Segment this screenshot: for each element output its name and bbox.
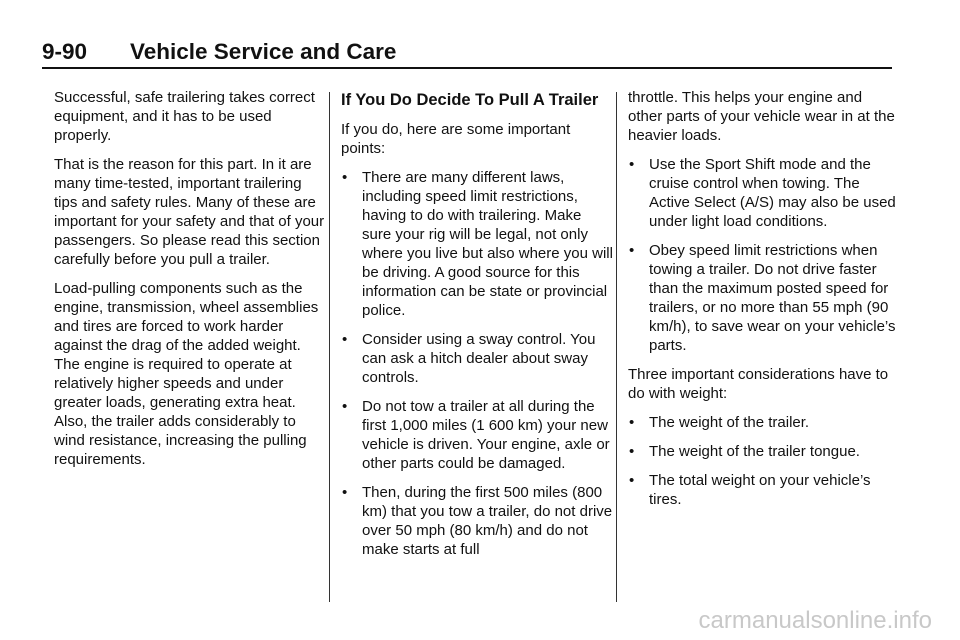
section-heading: If You Do Decide To Pull A Trailer xyxy=(341,91,599,109)
paragraph: That is the reason for this part. In it are many time-tested, important trailering tips and safety rules. Many of these are important for your safety and that of your passengers. So please read this section carefully before you pull a trailer. xyxy=(54,156,325,268)
list-item-text: The weight of the trailer tongue. xyxy=(649,443,860,460)
bullet-list xyxy=(628,413,900,509)
bullet-icon: • xyxy=(629,472,635,489)
list-item-text: The weight of the trailer. xyxy=(649,414,810,431)
list-item-text: Do not tow a trailer at all during the first 1,000 miles (1 600 km) your new vehicle is driven. Your engine, axle or other parts could be damaged. xyxy=(362,398,610,472)
section-title: Vehicle Service and Care xyxy=(130,39,397,64)
bullet-icon: • xyxy=(342,169,348,186)
paragraph: Load-pulling components such as the engine, transmission, wheel assemblies and tires are forced to work harder against the drag of the added weight. The engine is required to operate at relatively higher speeds and under greater loads, generating extra heat. Also, the trailer adds considerably to wind resistance, increasing the pulling requirements. xyxy=(54,280,319,468)
bullet-icon: • xyxy=(342,484,348,501)
list-item-text: There are many different laws, including speed limit restrictions, having to do with trailering. Make sure your rig will be legal, not only where you live but also where you will be driving. A good source for this information can be state or provincial police. xyxy=(362,169,613,319)
page-header xyxy=(42,38,892,66)
column-divider xyxy=(616,92,617,602)
list-item xyxy=(341,330,613,387)
list-item-text: Consider using a sway control. You can ask a hitch dealer about sway controls. xyxy=(362,331,596,386)
list-item xyxy=(628,241,900,355)
watermark: carmanualsonline.info xyxy=(698,607,932,634)
list-item xyxy=(628,155,900,231)
continued-text: throttle. This helps your engine and other parts of your vehicle wear in at the heavier loads. xyxy=(628,89,895,144)
bullet-icon: • xyxy=(629,443,635,460)
bullet-icon: • xyxy=(629,414,635,431)
bullet-icon: • xyxy=(342,398,348,415)
list-item xyxy=(628,413,900,432)
column-3 xyxy=(628,88,900,519)
column-divider xyxy=(329,92,330,602)
bullet-list xyxy=(628,155,900,355)
paragraph: Successful, safe trailering takes correct equipment, and it has to be used properly. xyxy=(54,89,315,144)
paragraph: Three important considerations have to do with weight: xyxy=(628,366,889,402)
bullet-list xyxy=(341,168,613,559)
list-item xyxy=(341,168,613,320)
page-number: 9-90 xyxy=(42,39,88,64)
header-rule xyxy=(42,67,892,69)
column-2 xyxy=(341,88,613,569)
list-item-text: Then, during the first 500 miles (800 km) that you tow a trailer, do not drive over 50 mph (80 km/h) and do not make starts at full xyxy=(362,484,613,558)
list-item-text: Obey speed limit restrictions when towing a trailer. Do not drive faster than the maximum posted speed for trailers, or no more than 55 mph (90 km/h), to save wear on your vehicle’s parts. xyxy=(649,242,896,354)
column-1 xyxy=(54,88,326,479)
list-item-text: The total weight on your vehicle’s tires. xyxy=(649,472,871,508)
bullet-icon: • xyxy=(629,156,635,173)
list-item xyxy=(341,483,613,559)
bullet-icon: • xyxy=(342,331,348,348)
bullet-icon: • xyxy=(629,242,635,259)
list-item xyxy=(341,397,613,473)
list-item-text: Use the Sport Shift mode and the cruise control when towing. The Active Select (A/S) may also be used under light load conditions. xyxy=(649,156,896,230)
list-item xyxy=(628,442,900,461)
intro-paragraph: If you do, here are some important points: xyxy=(341,121,571,157)
list-item xyxy=(628,471,900,509)
